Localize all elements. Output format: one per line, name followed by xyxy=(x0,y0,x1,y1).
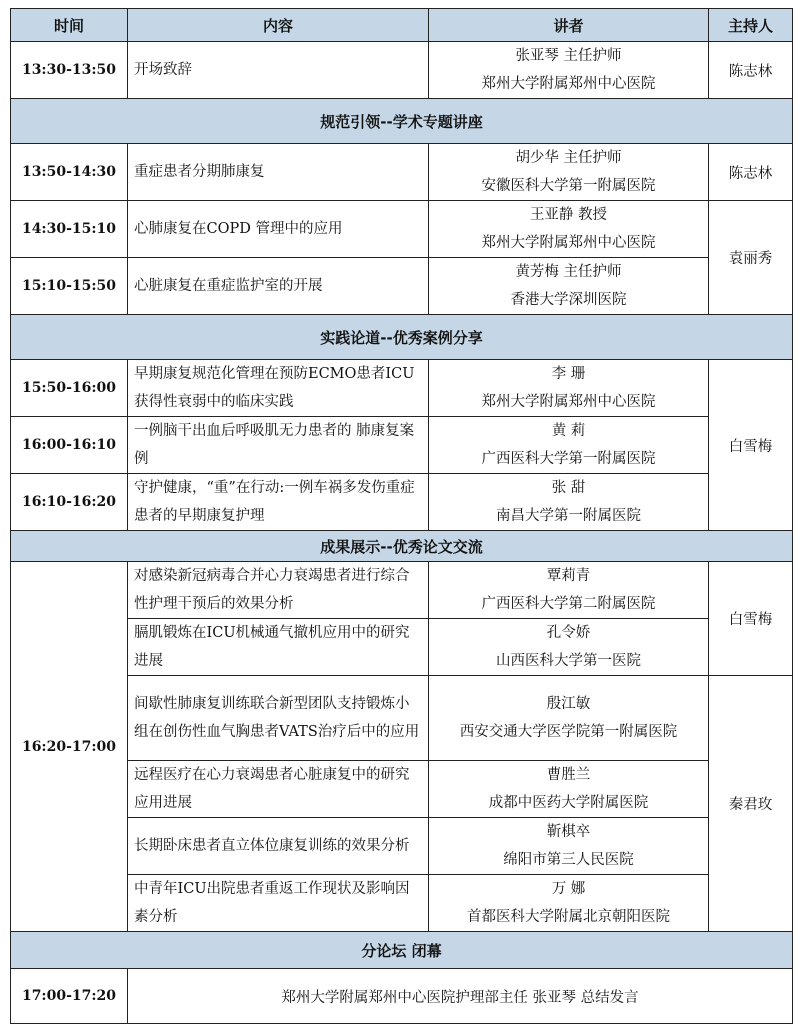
header-host: 主持人 xyxy=(709,9,793,42)
speaker-org: 成都中医药大学附属医院 xyxy=(488,795,649,811)
closing-row xyxy=(11,969,793,1024)
section-title: 规范引领--学术专题讲座 xyxy=(11,99,793,144)
section-title: 实践论道--优秀案例分享 xyxy=(11,315,793,360)
host-cell: 袁丽秀 xyxy=(709,201,793,315)
speaker-cell xyxy=(429,360,709,417)
speaker-name: 张 甜 xyxy=(551,480,586,496)
table-row xyxy=(11,360,793,417)
speaker-name: 胡少华 主任护师 xyxy=(515,150,622,166)
speaker-name: 李 珊 xyxy=(551,366,586,382)
host-cell: 白雪梅 xyxy=(709,562,793,676)
time-cell: 15:50-16:00 xyxy=(11,360,128,417)
speaker-cell xyxy=(429,258,709,315)
speaker-org: 安徽医科大学第一附属医院 xyxy=(481,178,656,194)
content-cell: 中青年ICU出院患者重返工作现状及影响因素分析 xyxy=(128,875,429,932)
speaker-name: 万 娜 xyxy=(551,881,586,897)
table-row xyxy=(11,562,793,619)
time-cell: 16:00-16:10 xyxy=(11,417,128,474)
speaker-org: 郑州大学附属郑州中心医院 xyxy=(481,394,656,410)
speaker-org: 郑州大学附属郑州中心医院 xyxy=(481,76,656,92)
time-cell: 13:30-13:50 xyxy=(11,42,128,99)
speaker-name: 黄 莉 xyxy=(551,423,586,439)
time-cell: 13:50-14:30 xyxy=(11,144,128,201)
speaker-name: 黄芳梅 主任护师 xyxy=(515,264,622,280)
speaker-name: 曹胜兰 xyxy=(546,767,591,783)
speaker-org: 广西医科大学第二附属医院 xyxy=(481,596,656,612)
header-content: 内容 xyxy=(128,9,429,42)
section-row xyxy=(11,99,793,144)
table-row xyxy=(11,619,793,676)
content-cell: 长期卧床患者直立体位康复训练的效果分析 xyxy=(128,818,429,875)
content-cell: 心肺康复在COPD 管理中的应用 xyxy=(128,201,429,258)
time-cell: 14:30-15:10 xyxy=(11,201,128,258)
speaker-org: 郑州大学附属郑州中心医院 xyxy=(481,235,656,251)
speaker-cell xyxy=(429,875,709,932)
host-cell: 陈志林 xyxy=(709,144,793,201)
content-cell: 开场致辞 xyxy=(128,42,429,99)
section-row xyxy=(11,315,793,360)
header-row xyxy=(11,9,793,42)
content-cell: 守护健康，“重”在行动:一例车祸多发伤重症患者的早期康复护理 xyxy=(128,474,429,531)
speaker-org: 西安交通大学医学院第一附属医院 xyxy=(459,724,678,740)
speaker-name: 靳棋卒 xyxy=(546,824,591,840)
section-title: 成果展示--优秀论文交流 xyxy=(11,531,793,562)
speaker-cell xyxy=(429,818,709,875)
content-cell: 间歇性肺康复训练联合新型团队支持锻炼小组在创伤性血气胸患者VATS治疗后中的应用 xyxy=(128,676,429,761)
table-row xyxy=(11,676,793,761)
content-cell: 心脏康复在重症监护室的开展 xyxy=(128,258,429,315)
host-cell: 白雪梅 xyxy=(709,360,793,531)
table-row xyxy=(11,417,793,474)
time-cell: 15:10-15:50 xyxy=(11,258,128,315)
content-cell: 对感染新冠病毒合并心力衰竭患者进行综合性护理干预后的效果分析 xyxy=(128,562,429,619)
speaker-cell xyxy=(429,42,709,99)
speaker-cell xyxy=(429,676,709,761)
table-row xyxy=(11,201,793,258)
schedule-table xyxy=(10,8,793,1024)
content-cell: 早期康复规范化管理在预防ECMO患者ICU获得性衰弱中的临床实践 xyxy=(128,360,429,417)
speaker-org: 广西医科大学第一附属医院 xyxy=(481,451,656,467)
speaker-org: 首都医科大学附属北京朝阳医院 xyxy=(467,909,670,925)
speaker-cell xyxy=(429,562,709,619)
content-cell: 远程医疗在心力衰竭患者心脏康复中的研究应用进展 xyxy=(128,761,429,818)
speaker-name: 王亚静 教授 xyxy=(529,207,608,223)
speaker-cell xyxy=(429,619,709,676)
host-cell: 秦君玫 xyxy=(709,676,793,932)
speaker-name: 殷江敏 xyxy=(546,696,591,712)
speaker-org: 香港大学深圳医院 xyxy=(510,292,627,308)
table-row xyxy=(11,474,793,531)
speaker-org: 绵阳市第三人民医院 xyxy=(503,852,634,868)
header-time: 时间 xyxy=(11,9,128,42)
speaker-cell xyxy=(429,761,709,818)
section-row xyxy=(11,932,793,969)
speaker-cell xyxy=(429,144,709,201)
speaker-name: 张亚琴 主任护师 xyxy=(515,48,622,64)
table-row xyxy=(11,875,793,932)
speaker-org: 南昌大学第一附属医院 xyxy=(496,508,641,524)
table-row xyxy=(11,258,793,315)
host-cell: 陈志林 xyxy=(709,42,793,99)
content-cell: 膈肌锻炼在ICU机械通气撤机应用中的研究进展 xyxy=(128,619,429,676)
speaker-cell xyxy=(429,201,709,258)
speaker-cell xyxy=(429,474,709,531)
table-row xyxy=(11,761,793,818)
speaker-name: 覃莉青 xyxy=(546,568,591,584)
content-cell: 重症患者分期肺康复 xyxy=(128,144,429,201)
time-cell: 16:10-16:20 xyxy=(11,474,128,531)
time-cell: 16:20-17:00 xyxy=(11,562,128,932)
table-row xyxy=(11,818,793,875)
speaker-name: 孔令娇 xyxy=(546,625,591,641)
content-cell: 一例脑干出血后呼吸肌无力患者的 肺康复案例 xyxy=(128,417,429,474)
time-cell: 17:00-17:20 xyxy=(11,969,128,1024)
closing-remarks: 郑州大学附属郑州中心医院护理部主任 张亚琴 总结发言 xyxy=(128,969,793,1024)
table-row xyxy=(11,144,793,201)
section-row xyxy=(11,531,793,562)
header-speaker: 讲者 xyxy=(429,9,709,42)
speaker-org: 山西医科大学第一医院 xyxy=(496,653,641,669)
speaker-cell xyxy=(429,417,709,474)
table-row xyxy=(11,42,793,99)
section-title: 分论坛 闭幕 xyxy=(11,932,793,969)
